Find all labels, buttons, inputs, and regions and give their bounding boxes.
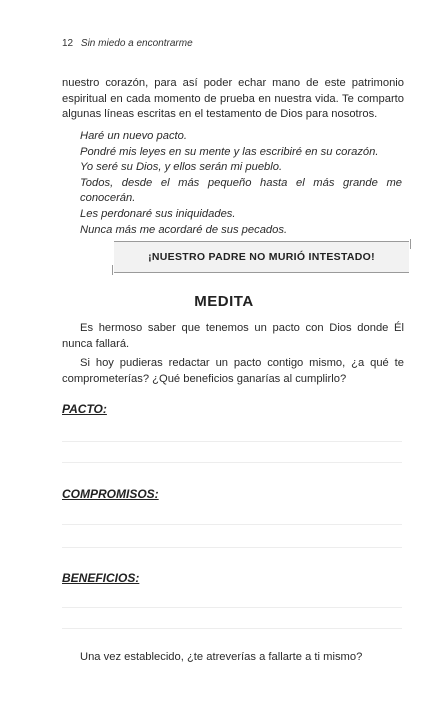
quote-line: Les perdonaré sus iniquidades. — [80, 207, 236, 220]
banner-corner-mark — [410, 239, 411, 249]
section-title: MEDITA — [194, 293, 254, 310]
writing-line — [62, 607, 402, 608]
quote-line: conocerán. — [80, 192, 136, 205]
intro-paragraph: nuestro corazón, para así poder echar mano de este patrimonio espiritual en cada momento de prueba en nuestra vida. Te comparto algunas líneas escritas en el testamento de Dios para nosotros. — [62, 77, 404, 121]
beneficios-label: BENEFICIOS: — [62, 571, 140, 585]
running-head — [62, 38, 193, 49]
banner-corner-mark — [112, 265, 113, 275]
writing-line — [62, 547, 402, 548]
pacto-label: PACTO: — [62, 402, 107, 416]
page-number: 12 — [62, 38, 74, 49]
quote-line: Todos, desde el más pequeño hasta el más grande me — [80, 176, 402, 189]
writing-line — [62, 524, 402, 525]
compromisos-label: COMPROMISOS: — [62, 487, 159, 501]
writing-line — [62, 462, 402, 463]
writing-line — [62, 628, 402, 629]
quote-line: Nunca más me acordaré de sus pecados. — [80, 223, 288, 236]
book-title: Sin miedo a encontrarme — [80, 38, 193, 49]
closing-question: Una vez establecido, ¿te atreverías a fallarte a ti mismo? — [80, 651, 363, 663]
meditation-paragraph: Es hermoso saber que tenemos un pacto con Dios donde Él nunca fallará. — [62, 322, 404, 350]
quote-line: Haré un nuevo pacto. — [80, 130, 187, 142]
quote-line: Pondré mis leyes en su mente y las escribiré en su corazón. — [80, 145, 379, 158]
banner-text: ¡NUESTRO PADRE NO MURIÓ INTESTADO! — [148, 251, 375, 263]
writing-line — [62, 441, 402, 442]
meditation-paragraph: Si hoy pudieras redactar un pacto contigo mismo, ¿a qué te comprometerías? ¿Qué beneficios ganarías al cumplirlo? — [62, 357, 404, 385]
callout-banner — [114, 241, 409, 273]
scripture-quote — [80, 129, 402, 238]
quote-line: Yo seré su Dios, y ellos serán mi pueblo. — [80, 161, 283, 174]
